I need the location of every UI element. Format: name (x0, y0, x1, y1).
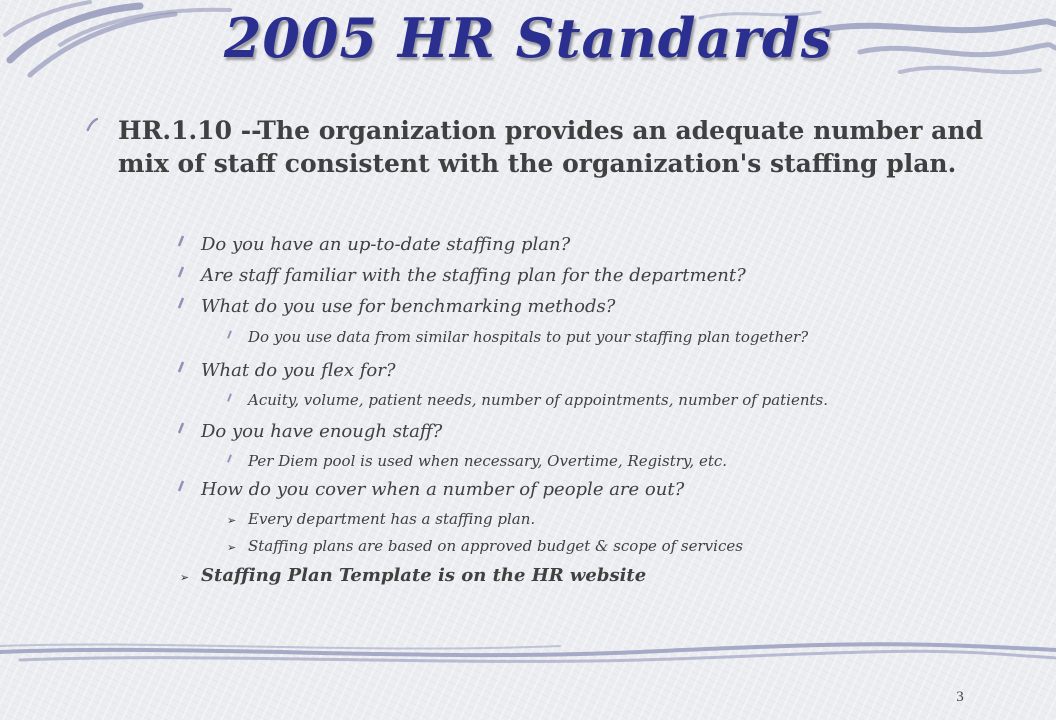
arrow-bullet-icon: ➢ (227, 541, 237, 554)
bullet-icon (178, 422, 184, 434)
list-item: Are staff familiar with the staffing plan for the department? (201, 265, 746, 286)
list-item: Staffing plans are based on approved budget & scope of services (248, 537, 743, 555)
list-item: Per Diem pool is used when necessary, Overtime, Registry, etc. (248, 452, 728, 470)
page-number: 3 (956, 689, 964, 705)
list-item: Do you use data from similar hospitals to put your staffing plan together? (248, 328, 809, 346)
swoosh-bullet-icon (84, 118, 98, 134)
bullet-icon (178, 297, 184, 309)
list-item: Do you have enough staff? (201, 421, 443, 442)
slide-title: 2005 HR Standards (223, 6, 833, 70)
bullet-icon (178, 266, 184, 278)
bullet-icon (178, 361, 184, 373)
list-item: What do you use for benchmarking methods? (201, 296, 616, 317)
list-item: Acuity, volume, patient needs, number of appointments, number of patients. (248, 391, 829, 409)
list-item: How do you cover when a number of people are out? (201, 479, 685, 500)
bullet-icon (227, 454, 232, 463)
list-item: Do you have an up-to-date staffing plan? (201, 234, 571, 255)
arrow-bullet-icon: ➢ (180, 571, 190, 584)
bullet-icon (227, 393, 232, 402)
bullet-icon (178, 480, 184, 492)
bullet-icon (227, 330, 232, 339)
bullet-icon (178, 235, 184, 247)
main-point: HR.1.10 --The organization provides an adequate number and mix of staff consistent with the organization's staffing plan. (118, 116, 984, 178)
arrow-bullet-icon: ➢ (227, 514, 237, 527)
list-item: Staffing Plan Template is on the HR website (201, 565, 647, 586)
list-item: Every department has a staffing plan. (248, 510, 536, 528)
list-item: What do you flex for? (201, 360, 396, 381)
